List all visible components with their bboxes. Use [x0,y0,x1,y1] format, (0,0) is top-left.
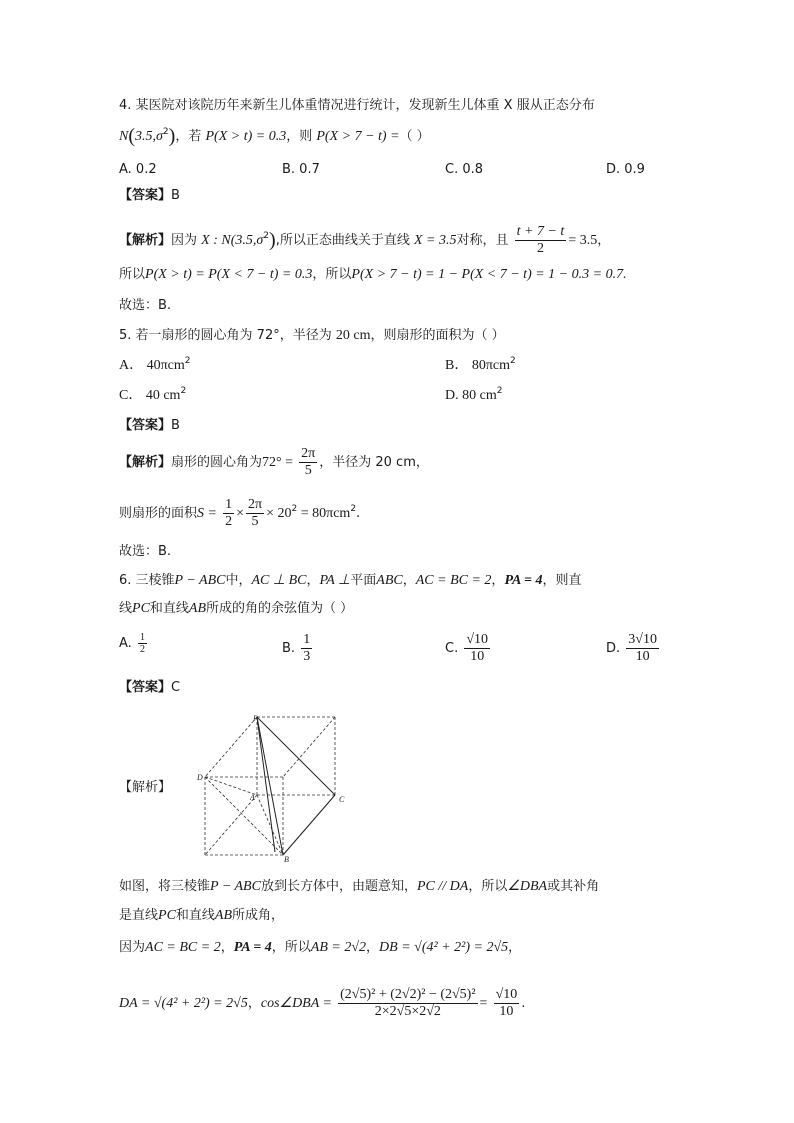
label-p: P [253,714,258,723]
label-d: D [197,773,203,782]
q6-option-c: C. $\frac{√10}{10}$ [445,632,489,664]
q4-stem: 4. 某医院对该院历年来新生儿体重情况进行统计，发现新生儿体重 X 服从正态分布 [119,98,595,113]
q4-option-b: B. 0.7 [282,162,320,177]
q4-prob-asked: P(X > 7 − t) = [316,129,400,144]
q6-analysis-label: 【解析】 [119,780,172,795]
q4-option-c: C. 0.8 [445,162,484,177]
label-c: C [339,795,345,804]
q5-stem: 5. 若一扇形的圆心角为 72°，半径为 20 cm，则扇形的面积为（ ） [119,328,505,343]
q4-analysis-line1: 【解析】因为 X : $N(3.5,\sigma^2)$,所以正态曲线关于直线 X = 3.5对称，且 $\frac{t + 7 - t}{2}$ = 3.5， [119,224,611,256]
q5-analysis-line2: 则扇形的面积S = $\frac{1}{2}$ × $\frac{2\pi}{5}$ × $20^2 = 80\pi cm^2$. [119,497,361,529]
q4-prob-given: P(X > t) = 0.3 [205,129,287,144]
q4-answer: 【答案】B [119,188,180,203]
q6-analysis-line1: 如图，将三棱锥P − ABC放到长方体中，由题意知，PC // DA，所以∠DBA或其补角 [119,879,600,894]
q4-analysis-line2: 所以P(X > t) = P(X < 7 − t) = 0.3，所以P(X > 7 − t) = 1 − P(X < 7 − t) = 1 − 0.3 = 0.7. [119,267,627,282]
q4-dist-symbol: N [119,129,129,144]
q5-option-c: C． 40 $cm^2$ [119,386,187,403]
q5-option-a: A． 40πcm$^2$ [119,356,191,373]
q6-stem-line2: 线PC和直线AB所成的角的余弦值为（ ） [119,601,354,616]
q4-option-d: D. 0.9 [606,162,645,177]
q6-analysis-line2: 是直线PC和直线AB所成角， [119,908,285,923]
q6-option-b: B. $\frac{1}{3}$ [282,632,311,664]
q4-condition: $N(3.5,\sigma^2)$，若 P(X > t) = 0.3，则 P(X > 7 − t) =（ ） [119,125,430,147]
pyramid-edges [257,717,335,855]
q6-option-a: A. $\frac{1}{2}$ [119,632,145,655]
q6-figure [195,712,355,862]
q4-conclusion: 故选：B. [119,298,172,313]
q6-analysis-line3: 因为AC = BC = 2，PA = 4，所以AB = 2√2，DB = √(4² + 2²) = 2√5， [119,940,522,955]
q5-answer: 【答案】B [119,418,180,433]
q6-option-d: D. $\frac{3√10}{10}$ [606,632,657,664]
q5-analysis-line1: 【解析】扇形的圆心角为72° = $\frac{2\pi}{5}$ ，半径为 20 cm， [119,446,429,478]
q6-stem-line1: 6. 三棱锥P − ABC中，AC ⊥ BC，PA ⊥平面ABC，AC = BC = 2，PA = 4，则直 [119,573,582,588]
q5-option-d: D. 80 $cm^2$ [445,386,503,403]
q4-dist-params: 3.5,σ [135,129,163,144]
q4-option-a: A. 0.2 [119,162,157,177]
q5-option-b: B． 80πcm$^2$ [445,356,516,373]
q6-analysis-line4: DA = √(4² + 2²) = 2√5，cos∠DBA = $\frac{\text{(2√5)² + (2√2)² − (2√5)²}}{2\times 2√5\times 2√2}$ = $\frac{√10}{10}$ . [119,987,526,1019]
q5-conclusion: 故选：B. [119,544,172,559]
label-b: B [284,855,289,862]
q6-answer: 【答案】C [119,680,181,695]
label-a: A [250,793,255,802]
